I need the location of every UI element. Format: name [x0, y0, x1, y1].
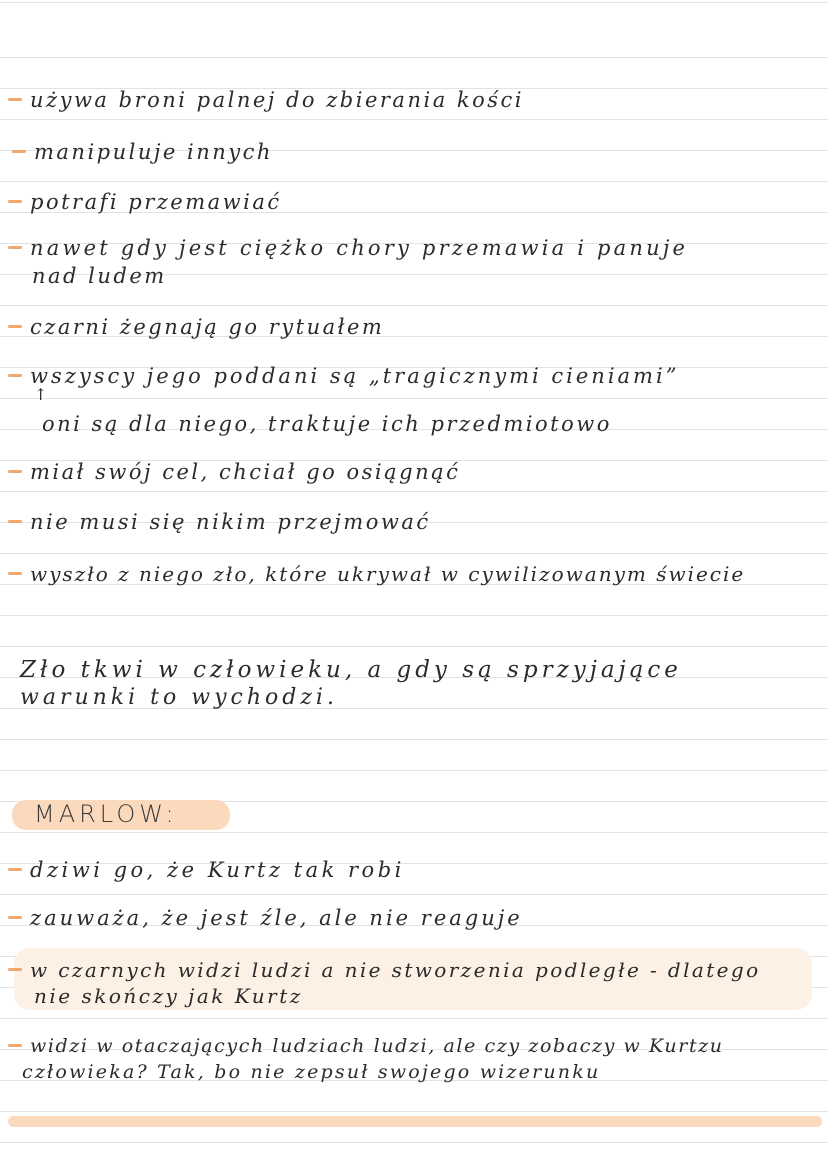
note-line: nawet gdy jest ciężko chory przemawia i panuje [8, 234, 688, 262]
note-line: w czarnych widzi ludzi a nie stworzenia podległe - dlatego [8, 956, 761, 984]
bullet-dash [8, 470, 22, 473]
bullet-dash [8, 246, 22, 249]
conclusion-line: warunki to wychodzi. [20, 685, 338, 710]
note-line: dziwi go, że Kurtz tak robi [8, 856, 405, 884]
note-line: manipuluje innych [12, 138, 273, 166]
note-line: używa broni palnej do zbierania kości [8, 86, 524, 114]
note-line: widzi w otaczających ludziach ludzi, ale czy zobaczy w Kurtzu [8, 1032, 724, 1060]
note-line: nad ludem [32, 264, 167, 288]
bottom-highlight-bar [8, 1116, 822, 1127]
bullet-dash [12, 150, 26, 153]
bullet-dash [8, 916, 22, 919]
note-line: miał swój cel, chciał go osiągnąć [8, 458, 460, 486]
bullet-dash [8, 868, 22, 871]
arrow-up-icon: ↑ [34, 385, 48, 404]
bullet-dash [8, 325, 22, 328]
note-line: oni są dla niego, traktuje ich przedmiotowo [42, 412, 612, 436]
note-line: potrafi przemawiać [8, 188, 282, 216]
note-line: czarni żegnają go rytuałem [8, 313, 384, 341]
bullet-dash [8, 968, 22, 971]
bullet-dash [8, 98, 22, 101]
note-line: wszyscy jego poddani są „tragicznymi cieniami” [8, 362, 679, 390]
note-line: człowieka? Tak, bo nie zepsuł swojego wizerunku [22, 1061, 601, 1083]
bullet-dash [8, 374, 22, 377]
bullet-dash [8, 200, 22, 203]
bullet-dash [8, 572, 22, 575]
note-line: wyszło z niego zło, które ukrywał w cywilizowanym świecie [8, 560, 745, 588]
note-line: nie musi się nikim przejmować [8, 508, 431, 536]
note-line: zauważa, że jest źle, ale nie reaguje [8, 904, 523, 932]
bullet-dash [8, 1044, 22, 1047]
note-line: nie skończy jak Kurtz [34, 984, 303, 1008]
conclusion-line: Zło tkwi w człowieku, a gdy są sprzyjające [20, 657, 682, 683]
bullet-dash [8, 520, 22, 523]
section-heading: MARLOW: [34, 800, 178, 828]
